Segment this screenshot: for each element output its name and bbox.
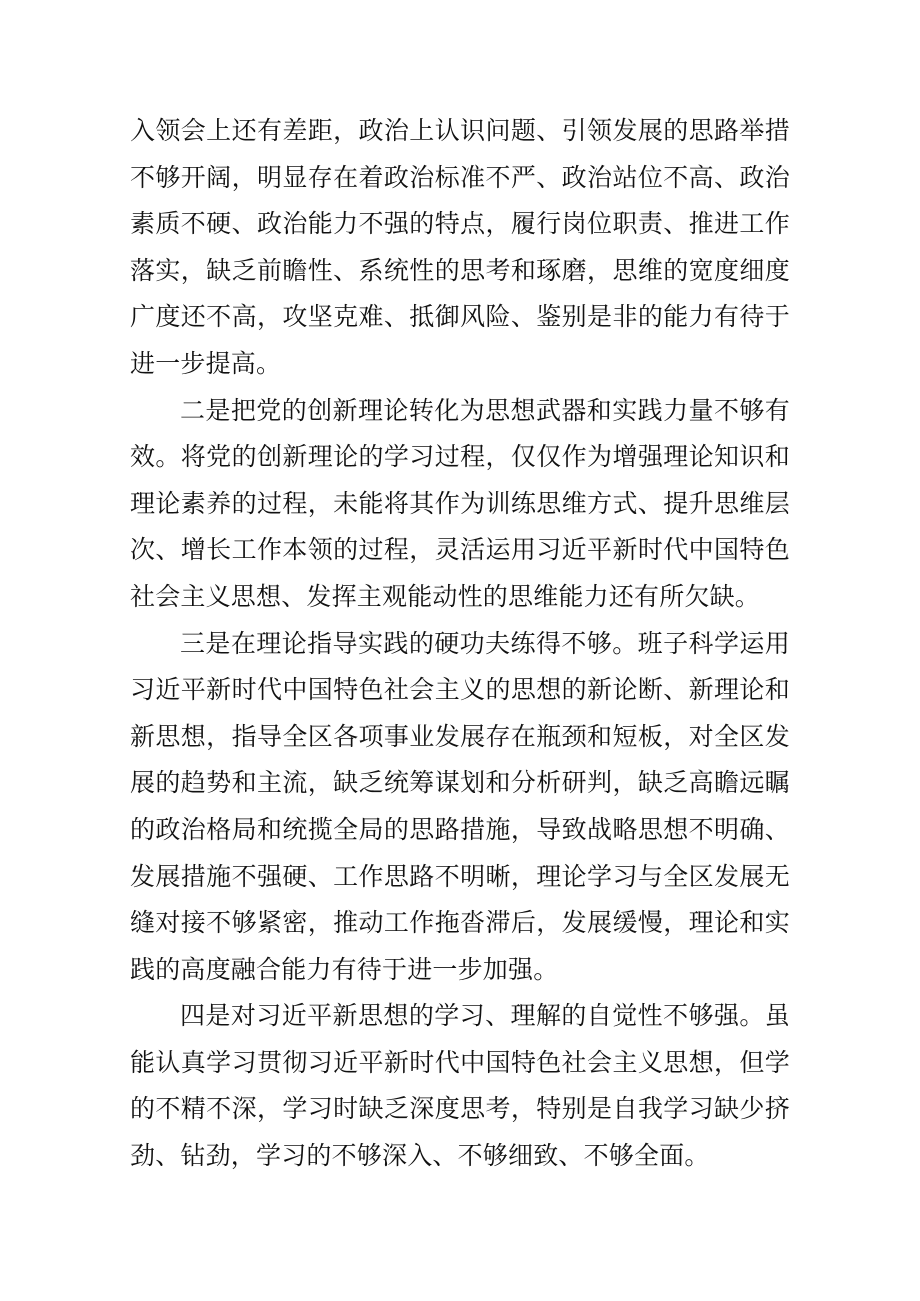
paragraph-point-four: 四是对习近平新思想的学习、理解的自觉性不够强。虽能认真学习贯彻习近平新时代中国特色社会主义思想，但学的不精不深，学习时缺乏深度思考，特别是自我学习缺少挤劲、钻劲，学习的不够深入、不够细致、不够全面。 [130,1001,790,1171]
paragraph-point-three: 三是在理论指导实践的硬功夫练得不够。班子科学运用习近平新时代中国特色社会主义的思想的新论断、新理论和新思想，指导全区各项事业发展存在瓶颈和短板，对全区发展的趋势和主流，缺乏统筹谋划和分析研判，缺乏高瞻远瞩的政治格局和统揽全局的思路措施，导致战略思想不明确、发展措施不强硬、工作思路不明晰，理论学习与全区发展无缝对接不够紧密，推动工作拖沓滞后，发展缓慢，理论和实践的高度融合能力有待于进一步加强。 [130,628,790,984]
paragraph-point-two: 二是把党的创新理论转化为思想武器和实践力量不够有效。将党的创新理论的学习过程，仅仅作为增强理论知识和理论素养的过程，未能将其作为训练思维方式、提升思维层次、增长工作本领的过程，灵活运用习近平新时代中国特色社会主义思想、发挥主观能动性的思维能力还有所欠缺。 [130,395,790,611]
paragraph-continuation: 入领会上还有差距，政治上认识问题、引领发展的思路举措不够开阔，明显存在着政治标准不严、政治站位不高、政治素质不硬、政治能力不强的特点，履行岗位职责、推进工作落实，缺乏前瞻性、系统性的思考和琢磨，思维的宽度细度广度还不高，攻坚克难、抵御风险、鉴别是非的能力有待于进一步提高。 [130,116,790,378]
document-body [130,108,790,1180]
